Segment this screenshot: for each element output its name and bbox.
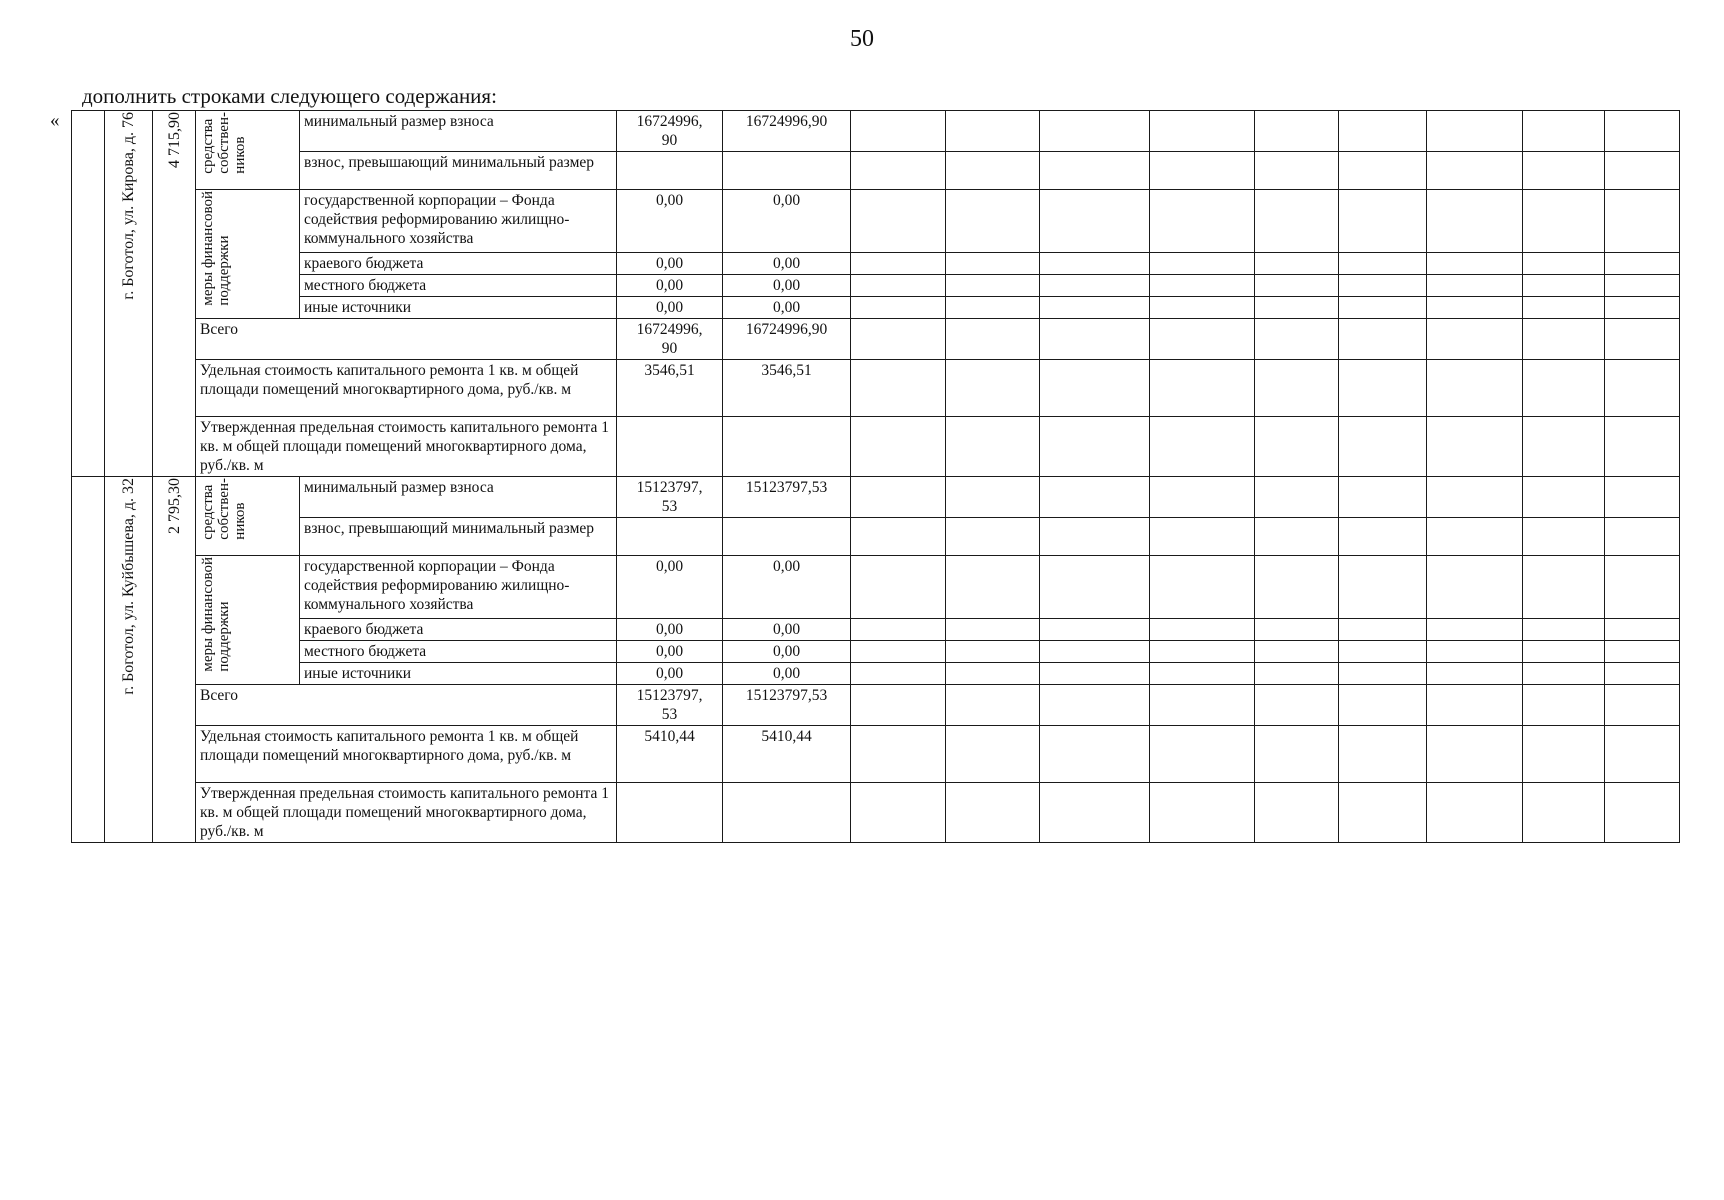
open-quote: « [50, 110, 60, 131]
empty-cell [851, 518, 946, 556]
empty-cell [1040, 360, 1150, 417]
empty-cell [1605, 275, 1680, 297]
area-cell [153, 477, 196, 843]
value-cell-col1: 0,00 [617, 253, 723, 275]
empty-cell [1339, 275, 1427, 297]
empty-cell [1523, 190, 1605, 253]
row-label-specific-cost: Удельная стоимость капитального ремонта 1 кв. м общей площади помещений многоквартирного дома, руб./кв. м [196, 726, 617, 783]
row-label-fund: государственной корпорации – Фонда содействия реформированию жилищно-коммунального хозяйства [300, 190, 617, 253]
empty-cell [851, 360, 946, 417]
empty-cell [851, 190, 946, 253]
row-label-over-fee: взнос, превышающий минимальный размер [300, 152, 617, 190]
empty-cell [1255, 360, 1339, 417]
empty-cell [1427, 297, 1523, 319]
empty-cell [1255, 275, 1339, 297]
empty-cell [1339, 783, 1427, 843]
intro-text: дополнить строками следующего содержания: [82, 84, 497, 108]
value-cell-col2: 0,00 [723, 641, 851, 663]
empty-cell [851, 253, 946, 275]
empty-cell [1523, 111, 1605, 152]
empty-cell [851, 556, 946, 619]
empty-cell [1605, 477, 1680, 518]
empty-cell [1605, 619, 1680, 641]
group-owners-cell [196, 111, 300, 190]
value-cell-col1: 0,00 [617, 619, 723, 641]
value-cell-col2 [723, 417, 851, 477]
value-cell-col2: 15123797,53 [723, 685, 851, 726]
empty-cell [1605, 111, 1680, 152]
empty-cell [851, 319, 946, 360]
empty-cell [1339, 477, 1427, 518]
empty-cell [1605, 641, 1680, 663]
group-owners-label: средства собствен- ников [200, 478, 248, 540]
value-cell-col2: 15123797,53 [723, 477, 851, 518]
value-cell-col1: 0,00 [617, 190, 723, 253]
empty-cell [1605, 685, 1680, 726]
empty-cell [1150, 297, 1255, 319]
empty-cell [1427, 111, 1523, 152]
empty-cell [1339, 152, 1427, 190]
empty-cell [946, 685, 1040, 726]
empty-cell [1040, 275, 1150, 297]
table-row [72, 253, 1680, 275]
value-cell-col1: 16724996, 90 [617, 319, 723, 360]
table-row [72, 360, 1680, 417]
empty-cell [1427, 417, 1523, 477]
value-cell-col2 [723, 152, 851, 190]
empty-cell [1040, 477, 1150, 518]
value-cell-col2: 0,00 [723, 253, 851, 275]
empty-cell [1150, 556, 1255, 619]
empty-cell [1427, 152, 1523, 190]
row-label-other: иные источники [300, 663, 617, 685]
row-number-cell [72, 477, 105, 843]
empty-cell [1605, 297, 1680, 319]
empty-cell [1040, 417, 1150, 477]
empty-cell [946, 152, 1040, 190]
empty-cell [946, 319, 1040, 360]
empty-cell [946, 477, 1040, 518]
empty-cell [851, 297, 946, 319]
empty-cell [1040, 663, 1150, 685]
empty-cell [1255, 641, 1339, 663]
empty-cell [1040, 685, 1150, 726]
empty-cell [1427, 619, 1523, 641]
value-cell-col1: 0,00 [617, 297, 723, 319]
value-cell-col1: 15123797, 53 [617, 477, 723, 518]
empty-cell [851, 619, 946, 641]
value-cell-col1 [617, 152, 723, 190]
empty-cell [1040, 152, 1150, 190]
empty-cell [851, 641, 946, 663]
value-cell-col1: 0,00 [617, 556, 723, 619]
empty-cell [1605, 556, 1680, 619]
area-value: 2 795,30 [165, 478, 183, 534]
empty-cell [1339, 685, 1427, 726]
table-row [72, 417, 1680, 477]
empty-cell [1523, 275, 1605, 297]
empty-cell [1255, 685, 1339, 726]
empty-cell [1427, 556, 1523, 619]
empty-cell [1523, 556, 1605, 619]
value-cell-col1 [617, 783, 723, 843]
empty-cell [946, 190, 1040, 253]
row-label-fund: государственной корпорации – Фонда содействия реформированию жилищно-коммунального хозяйства [300, 556, 617, 619]
value-cell-col2 [723, 783, 851, 843]
empty-cell [851, 477, 946, 518]
empty-cell [851, 152, 946, 190]
table-row [72, 275, 1680, 297]
value-cell-col2: 0,00 [723, 297, 851, 319]
empty-cell [1339, 319, 1427, 360]
table-row [72, 518, 1680, 556]
empty-cell [851, 685, 946, 726]
value-cell-col2: 0,00 [723, 619, 851, 641]
table-row [72, 726, 1680, 783]
empty-cell [1255, 319, 1339, 360]
empty-cell [1523, 518, 1605, 556]
empty-cell [1150, 518, 1255, 556]
empty-cell [1255, 152, 1339, 190]
group-owners-cell [196, 477, 300, 556]
empty-cell [946, 619, 1040, 641]
value-cell-col2: 0,00 [723, 275, 851, 297]
empty-cell [1523, 360, 1605, 417]
empty-cell [946, 641, 1040, 663]
empty-cell [1427, 253, 1523, 275]
row-label-local: местного бюджета [300, 275, 617, 297]
area-value: 4 715,90 [165, 112, 183, 168]
value-cell-col2: 16724996,90 [723, 319, 851, 360]
empty-cell [1605, 319, 1680, 360]
empty-cell [1339, 619, 1427, 641]
empty-cell [946, 726, 1040, 783]
empty-cell [1339, 297, 1427, 319]
value-cell-col2: 0,00 [723, 663, 851, 685]
empty-cell [1339, 556, 1427, 619]
table-row [72, 556, 1680, 619]
table-row [72, 297, 1680, 319]
empty-cell [1150, 360, 1255, 417]
empty-cell [1605, 190, 1680, 253]
empty-cell [1150, 190, 1255, 253]
empty-cell [946, 663, 1040, 685]
empty-cell [1255, 417, 1339, 477]
empty-cell [1427, 190, 1523, 253]
row-label-approved-cost: Утвержденная предельная стоимость капитального ремонта 1 кв. м общей площади помещений многоквартирного дома, руб./кв. м [196, 417, 617, 477]
value-cell-col1 [617, 417, 723, 477]
empty-cell [1523, 685, 1605, 726]
empty-cell [1150, 783, 1255, 843]
empty-cell [1339, 190, 1427, 253]
value-cell-col1: 3546,51 [617, 360, 723, 417]
empty-cell [1040, 641, 1150, 663]
value-cell-col1: 15123797, 53 [617, 685, 723, 726]
value-cell-col2: 5410,44 [723, 726, 851, 783]
row-label-total: Всего [196, 319, 617, 360]
empty-cell [1605, 360, 1680, 417]
empty-cell [1255, 726, 1339, 783]
empty-cell [1040, 518, 1150, 556]
table-row [72, 783, 1680, 843]
empty-cell [1523, 619, 1605, 641]
empty-cell [1605, 663, 1680, 685]
empty-cell [946, 518, 1040, 556]
empty-cell [1255, 619, 1339, 641]
value-cell-col2: 0,00 [723, 190, 851, 253]
empty-cell [946, 556, 1040, 619]
empty-cell [1523, 417, 1605, 477]
address-cell [105, 477, 153, 843]
empty-cell [1255, 477, 1339, 518]
empty-cell [1605, 518, 1680, 556]
empty-cell [1605, 152, 1680, 190]
row-label-other: иные источники [300, 297, 617, 319]
empty-cell [1523, 783, 1605, 843]
value-cell-col2: 0,00 [723, 556, 851, 619]
empty-cell [851, 275, 946, 297]
row-label-regional: краевого бюджета [300, 253, 617, 275]
group-support-label: меры финансовой поддержки [200, 557, 232, 672]
table-row [72, 190, 1680, 253]
empty-cell [1255, 518, 1339, 556]
empty-cell [1150, 417, 1255, 477]
table-row [72, 152, 1680, 190]
empty-cell [946, 253, 1040, 275]
value-cell-col2: 3546,51 [723, 360, 851, 417]
row-label-local: местного бюджета [300, 641, 617, 663]
group-support-label: меры финансовой поддержки [200, 191, 232, 306]
empty-cell [946, 417, 1040, 477]
empty-cell [946, 111, 1040, 152]
empty-cell [1040, 253, 1150, 275]
empty-cell [1150, 275, 1255, 297]
empty-cell [1150, 663, 1255, 685]
empty-cell [1339, 253, 1427, 275]
value-cell-col1: 16724996, 90 [617, 111, 723, 152]
empty-cell [1040, 190, 1150, 253]
empty-cell [1040, 111, 1150, 152]
table-row [72, 663, 1680, 685]
row-number-cell [72, 111, 105, 477]
empty-cell [946, 783, 1040, 843]
group-owners-label: средства собствен- ников [200, 112, 248, 174]
empty-cell [946, 297, 1040, 319]
empty-cell [1427, 663, 1523, 685]
row-label-over-fee: взнос, превышающий минимальный размер [300, 518, 617, 556]
empty-cell [1427, 641, 1523, 663]
empty-cell [1339, 360, 1427, 417]
empty-cell [1150, 152, 1255, 190]
empty-cell [851, 111, 946, 152]
empty-cell [1255, 663, 1339, 685]
empty-cell [1255, 190, 1339, 253]
financing-table-wrapper [71, 110, 1680, 843]
value-cell-col1: 0,00 [617, 275, 723, 297]
empty-cell [1150, 685, 1255, 726]
empty-cell [1255, 253, 1339, 275]
empty-cell [1040, 556, 1150, 619]
empty-cell [1150, 253, 1255, 275]
page-number: 50 [850, 26, 874, 52]
empty-cell [1523, 477, 1605, 518]
empty-cell [1427, 319, 1523, 360]
empty-cell [1339, 518, 1427, 556]
empty-cell [1339, 641, 1427, 663]
financing-table [71, 110, 1680, 843]
address-label: г. Боготол, ул. Куйбышева, д. 32 [120, 478, 137, 695]
row-label-approved-cost: Утвержденная предельная стоимость капитального ремонта 1 кв. м общей площади помещений многоквартирного дома, руб./кв. м [196, 783, 617, 843]
group-support-cell [196, 556, 300, 685]
empty-cell [946, 275, 1040, 297]
empty-cell [1427, 360, 1523, 417]
group-support-cell [196, 190, 300, 319]
empty-cell [1427, 685, 1523, 726]
empty-cell [1605, 783, 1680, 843]
empty-cell [851, 663, 946, 685]
empty-cell [1255, 556, 1339, 619]
value-cell-col1: 5410,44 [617, 726, 723, 783]
area-cell [153, 111, 196, 477]
row-label-min-fee: минимальный размер взноса [300, 111, 617, 152]
empty-cell [1150, 477, 1255, 518]
empty-cell [1339, 417, 1427, 477]
empty-cell [1040, 726, 1150, 783]
row-label-min-fee: минимальный размер взноса [300, 477, 617, 518]
empty-cell [1040, 783, 1150, 843]
empty-cell [1523, 319, 1605, 360]
address-cell [105, 111, 153, 477]
value-cell-col2: 16724996,90 [723, 111, 851, 152]
empty-cell [851, 417, 946, 477]
empty-cell [1150, 111, 1255, 152]
empty-cell [851, 726, 946, 783]
table-row [72, 641, 1680, 663]
row-label-specific-cost: Удельная стоимость капитального ремонта 1 кв. м общей площади помещений многоквартирного дома, руб./кв. м [196, 360, 617, 417]
empty-cell [1523, 641, 1605, 663]
value-cell-col1 [617, 518, 723, 556]
empty-cell [1255, 297, 1339, 319]
empty-cell [1605, 726, 1680, 783]
empty-cell [1523, 663, 1605, 685]
empty-cell [1150, 726, 1255, 783]
empty-cell [1040, 319, 1150, 360]
value-cell-col1: 0,00 [617, 663, 723, 685]
table-row [72, 477, 1680, 518]
empty-cell [1040, 619, 1150, 641]
empty-cell [1255, 111, 1339, 152]
value-cell-col2 [723, 518, 851, 556]
empty-cell [1427, 726, 1523, 783]
empty-cell [1427, 783, 1523, 843]
empty-cell [946, 360, 1040, 417]
value-cell-col1: 0,00 [617, 641, 723, 663]
empty-cell [1605, 417, 1680, 477]
empty-cell [1523, 297, 1605, 319]
table-row [72, 685, 1680, 726]
empty-cell [1605, 253, 1680, 275]
table-row [72, 319, 1680, 360]
empty-cell [1523, 152, 1605, 190]
table-row [72, 619, 1680, 641]
empty-cell [1427, 518, 1523, 556]
row-label-regional: краевого бюджета [300, 619, 617, 641]
empty-cell [1427, 275, 1523, 297]
empty-cell [1523, 253, 1605, 275]
empty-cell [1150, 619, 1255, 641]
address-label: г. Боготол, ул. Кирова, д. 76 [120, 112, 137, 300]
empty-cell [1255, 783, 1339, 843]
empty-cell [1339, 726, 1427, 783]
empty-cell [851, 783, 946, 843]
row-label-total: Всего [196, 685, 617, 726]
empty-cell [1150, 641, 1255, 663]
empty-cell [1339, 663, 1427, 685]
empty-cell [1339, 111, 1427, 152]
empty-cell [1523, 726, 1605, 783]
empty-cell [1427, 477, 1523, 518]
empty-cell [1150, 319, 1255, 360]
table-row [72, 111, 1680, 152]
empty-cell [1040, 297, 1150, 319]
